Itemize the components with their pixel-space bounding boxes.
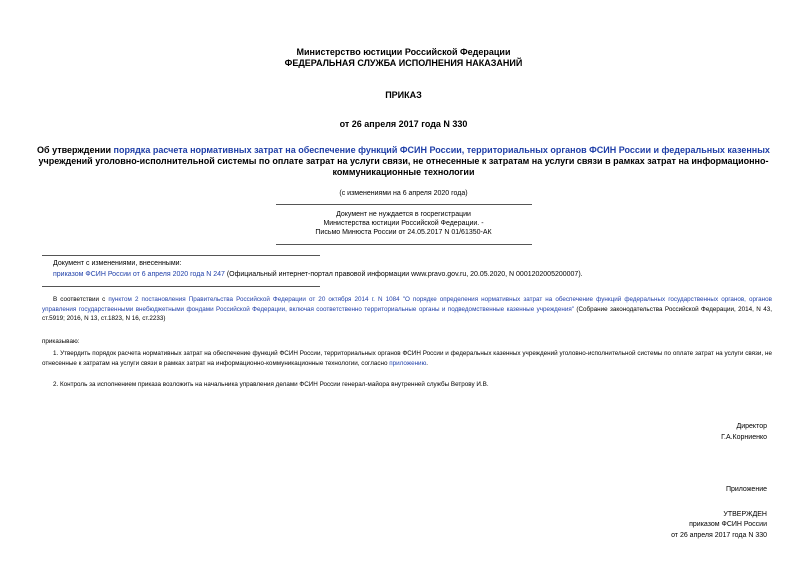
title-prefix: Об утверждении: [37, 145, 114, 155]
title-link[interactable]: порядка расчета нормативных затрат на обеспечение функций ФСИН России, территориальных органов ФСИН России и федеральных казенных: [113, 145, 770, 155]
ministry-heading: Министерство юстиции Российской Федерации: [296, 47, 511, 57]
document-title-line2: учреждений уголовно-исполнительной системы по оплате затрат на услуги связи, не отнесенные к затратам на услуги связи в рамках затрат на информационно-: [38, 156, 769, 166]
amendments-label: Документ с изменениями, внесенными:: [53, 260, 182, 267]
preamble-intro: В соответствии с: [53, 296, 109, 303]
signatory-position: Директор: [736, 423, 767, 430]
amendments-divider: [42, 255, 320, 256]
appendix-order-date: от 26 апреля 2017 года N 330: [671, 532, 767, 539]
preamble-source: (Собрание законодательства Российской Федерации, 2014, N 43, ст.5919; 2016, N 13, ст.1823, N 16, ст.2233): [42, 305, 773, 322]
item-1-paragraph: [42, 349, 772, 368]
item-1-end: .: [426, 359, 429, 367]
document-type: ПРИКАЗ: [385, 90, 422, 100]
amendment-source: (Официальный интернет-портал правовой информации www.pravo.gov.ru, 20.05.2020, N 0001202005200007).: [224, 271, 583, 278]
amendment-order-link[interactable]: приказом ФСИН России от 6 апреля 2020 года N 247: [53, 271, 225, 278]
appendix-by-order: приказом ФСИН России: [689, 521, 767, 528]
amendments-bottom-divider: [42, 286, 320, 287]
item-2-paragraph: 2. Контроль за исполнением приказа возложить на начальника управления делами ФСИН России генерал-майора внутренней службы Ветрову И.В.: [53, 381, 489, 388]
service-heading: ФЕДЕРАЛЬНАЯ СЛУЖБА ИСПОЛНЕНИЯ НАКАЗАНИЙ: [284, 58, 523, 68]
registration-top-divider: [276, 204, 532, 205]
changes-note: (с изменениями на 6 апреля 2020 года): [339, 190, 468, 197]
government-decree-link[interactable]: пунктом 2 постановления Правительства Российской Федерации от 20 октября 2014 г. N 1084 "О порядке определения нормативных затрат на обеспечение функций федеральных государственных органов, органов управления государственными внебюджетными фондами Российской Федерации, включая соответственно территориальные органы и подведомственные казенные учреждения": [42, 296, 772, 313]
appendix-label: Приложение: [725, 486, 767, 493]
document-date: от 26 апреля 2017 года N 330: [339, 119, 468, 129]
signatory-name: Г.А.Корниенко: [721, 434, 767, 441]
registration-line2: Министерства юстиции Российской Федерации. -: [323, 220, 484, 227]
document-title-line3: коммуникационные технологии: [332, 167, 475, 177]
appendix-link[interactable]: приложению: [389, 359, 427, 367]
item-1-text: 1. Утвердить порядок расчета нормативных затрат на обеспечение функций ФСИН России, территориальных органов ФСИН России и федеральных казенных учреждений уголовно-исполнительной системы по оплате затрат на услуги связи, не отнесенные к затратам на услуги связи в рамках затрат на информационно-коммуникационные технологии, согласно: [42, 350, 772, 367]
registration-line1: Документ не нуждается в госрегистрации: [336, 211, 471, 218]
registration-line3: Письмо Минюста России от 24.05.2017 N 01/61350-АК: [315, 229, 492, 236]
appendix-approved: УТВЕРЖДЕН: [723, 511, 767, 518]
order-word: приказываю:: [42, 338, 80, 345]
preamble-paragraph: [42, 295, 772, 324]
amendments-entry: [53, 270, 583, 279]
registration-bottom-divider: [276, 244, 532, 245]
document-title-line1: [0, 145, 807, 156]
